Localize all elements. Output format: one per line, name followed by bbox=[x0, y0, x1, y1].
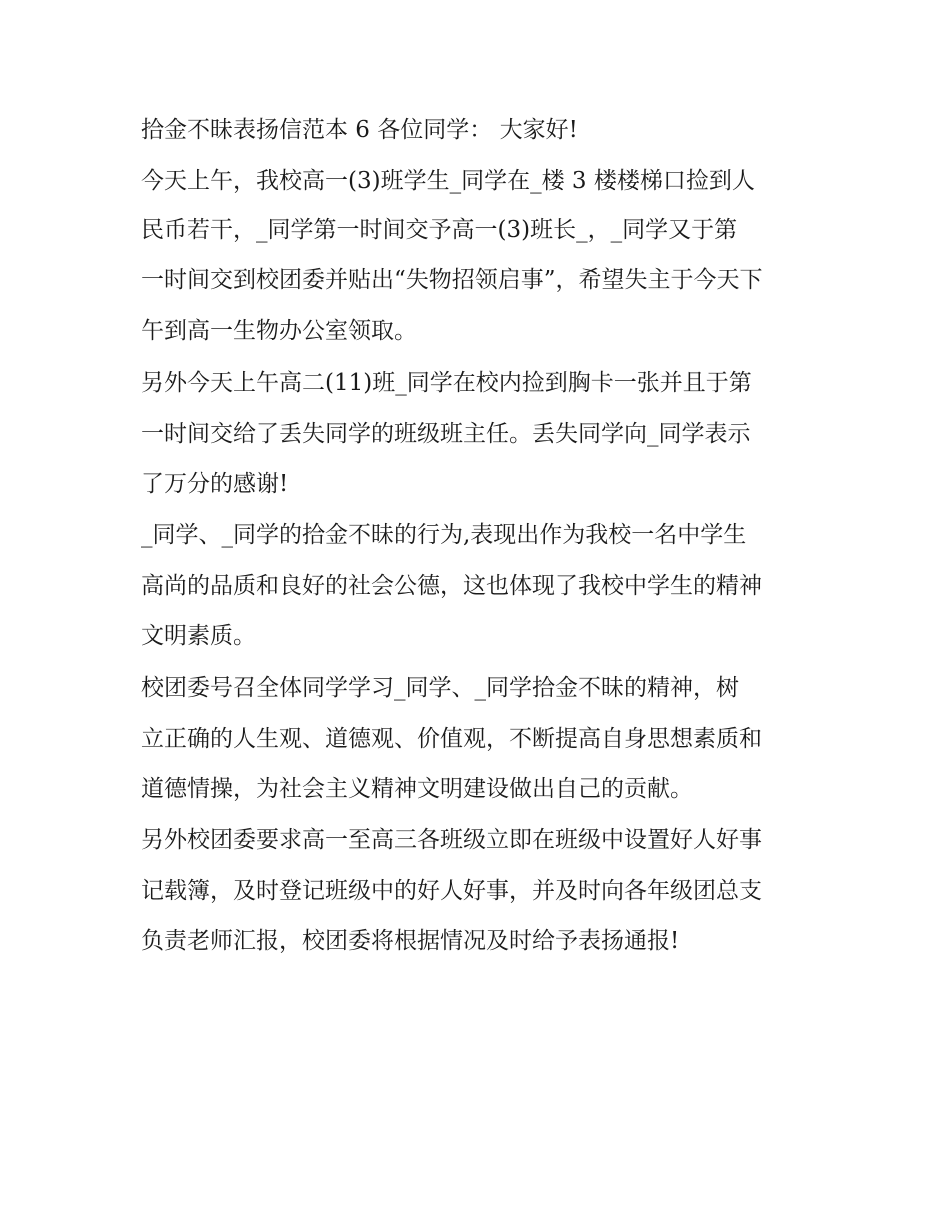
body-text-line: _同学、_同学的拾金不昧的行为,表现出作为我校一名中学生 bbox=[141, 522, 747, 548]
document-title-line: 拾金不昧表扬信范本 6 各位同学： 大家好! bbox=[141, 117, 578, 143]
body-text-line: 民币若干，_同学第一时间交予高一(3)班长_，_同学又于第 bbox=[141, 217, 738, 243]
body-text-line: 记载簿，及时登记班级中的好人好事，并及时向各年级团总支 bbox=[141, 878, 762, 904]
body-text-line: 一时间交给了丢失同学的班级班主任。丢失同学向_同学表示 bbox=[141, 421, 751, 447]
body-text-line: 校团委号召全体同学学习_同学、_同学拾金不昧的精神，树 bbox=[141, 675, 739, 701]
body-text-line: 立正确的人生观、道德观、价值观，不断提高自身思想素质和 bbox=[141, 726, 762, 752]
body-text-line: 另外今天上午高二(11)班_同学在校内捡到胸卡一张并且于第 bbox=[141, 370, 752, 396]
body-text-line: 道德情操，为社会主义精神文明建设做出自己的贡献。 bbox=[141, 776, 693, 802]
body-text-line: 高尚的品质和良好的社会公德，这也体现了我校中学生的精神 bbox=[141, 573, 762, 599]
body-text-line: 今天上午，我校高一(3)班学生_同学在_楼 3 楼楼梯口捡到人 bbox=[141, 168, 755, 194]
body-text-line: 负责老师汇报，校团委将根据情况及时给予表扬通报! bbox=[141, 928, 680, 954]
body-text-line: 一时间交到校团委并贴出“失物招领启事”，希望失主于今天下 bbox=[141, 267, 763, 293]
body-text-line: 了万分的感谢! bbox=[141, 471, 289, 497]
body-text-line: 另外校团委要求高一至高三各班级立即在班级中设置好人好事 bbox=[141, 827, 762, 853]
body-text-line: 午到高一生物办公室领取。 bbox=[141, 318, 417, 344]
body-text-line: 文明素质。 bbox=[141, 623, 256, 649]
